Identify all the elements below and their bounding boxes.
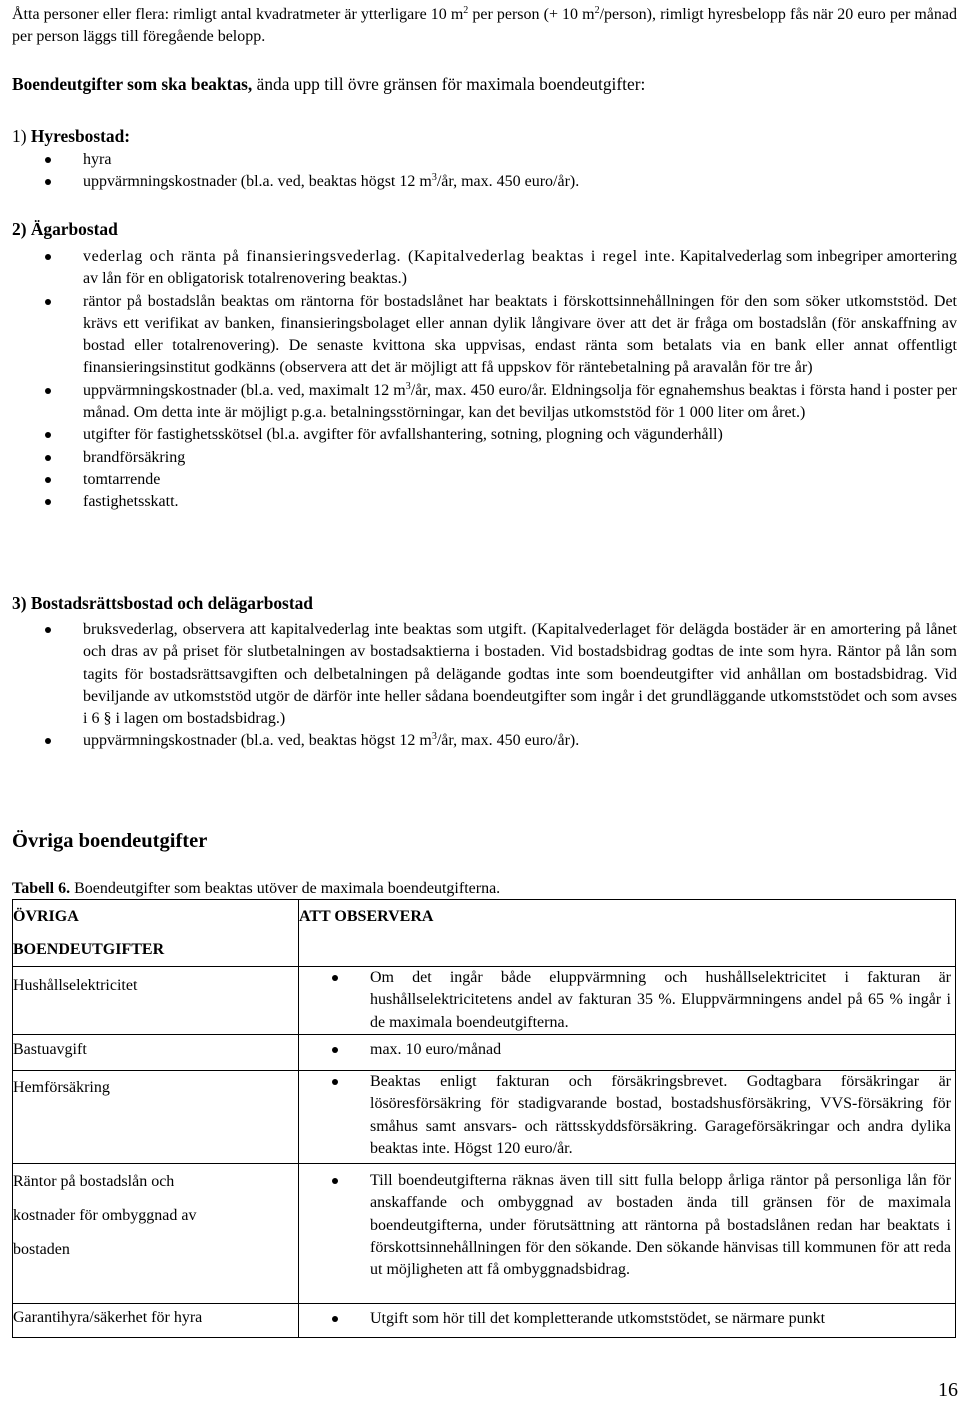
section-3-heading: 3) Bostadsrättsbostad och delägarbostad [12, 593, 313, 613]
list-item [12, 149, 960, 171]
table-row [13, 1304, 956, 1338]
superscript: 3 [405, 380, 411, 392]
intro-text: Åtta personer eller flera: rimligt antal kvadratmeter är ytterligare 10 m [12, 6, 464, 23]
intro-text: per person (+ 10 m [468, 6, 595, 23]
intro-text: /person), rimligt hyresbelopp fås när 20 euro per månad per person läggs till föregående belopp. [12, 6, 958, 46]
row-note: Till boendeutgifterna räknas även till sitt fulla belopp årliga räntor på personliga lån för anskaffande och ombyggnad av bostaden ända till gränsen för de maximala boendeutgifterna, under förutsättning att räntorna på bostadslånen redan har beaktats i förskottsinnehållningen för den sökande. Den sökande hänvisas till kommunen för att reda ut möjligheten att få ombyggnadsbidrag. [299, 1170, 951, 1281]
table-cell [13, 967, 299, 1035]
section-title: Hyresbostad: [30, 126, 131, 146]
row-note: Utgift som hör till det kompletterande utkomststödet, se närmare punkt [299, 1308, 951, 1330]
table-cell [13, 1035, 299, 1071]
table-cell [299, 1071, 956, 1164]
row-label: Garantihyra/säkerhet för hyra [13, 1309, 203, 1326]
header-line: ÖVRIGA [13, 908, 79, 925]
list-item-text: fastighetsskatt. [83, 493, 179, 511]
table-cell [13, 1304, 299, 1338]
text: /år, max. 450 euro/år). [436, 173, 580, 191]
lead-bold: Boendeutgifter som ska beaktas, [12, 74, 253, 94]
superscript: 2 [594, 5, 600, 16]
list-item-text [83, 246, 957, 291]
superscript: 2 [463, 5, 469, 16]
intro-paragraph [12, 4, 957, 49]
list-item [12, 291, 960, 380]
caption-text: Boendeutgifter som beaktas utöver de maximala boendeutgifterna. [70, 880, 501, 897]
table-header-cell [13, 900, 299, 967]
list-item-text: brandförsäkring [83, 448, 186, 466]
superscript: 3 [431, 731, 437, 743]
caption-label: Tabell 6. [12, 880, 71, 897]
list-item [12, 730, 960, 752]
row-note: Om det ingår både eluppvärmning och hushållselektricitet i fakturan är hushållselektricitetens andel av fakturan 35 %. Eluppvärmningens andel på 65 % ingår i de maximala boendeutgifterna. [299, 967, 951, 1034]
row-note: Beaktas enligt fakturan och försäkringsbrevet. Godtagbara försäkringar är lösöresförsäkring för stadigvarande bostad, bostadshusförsäkring, VVS-försäkring för småhus samt ansvars- och rättsskyddsförsäkring. Garageförsäkringar och andra dylika beaktas inte. Högst 120 euro/år. [299, 1071, 951, 1160]
row-label: Bastuavgift [13, 1041, 87, 1058]
list-item-text [83, 171, 957, 193]
page-number: 16 [938, 1379, 958, 1401]
header-line: BOENDEUTGIFTER [13, 941, 165, 958]
text: uppvärmningskostnader (bl.a. ved, beaktas högst 12 m [83, 173, 432, 191]
section-3-list [12, 619, 960, 753]
list-item [12, 447, 960, 469]
table-row [13, 967, 956, 1035]
table-header-cell [299, 900, 956, 967]
text: uppvärmningskostnader (bl.a. ved, maximalt 12 m [83, 381, 406, 399]
ovriga-heading: Övriga boendeutgifter [12, 830, 208, 852]
superscript: 3 [431, 172, 437, 184]
text: vederlag och ränta på finansieringsvederlag. [83, 248, 402, 265]
list-item [12, 491, 960, 513]
header-line: ATT OBSERVERA [299, 908, 434, 925]
text: (Kapitalvederlag beaktas i regel inte. [401, 248, 676, 265]
list-item-text: bruksvederlag, observera att kapitalvederlag inte beaktas som utgift. (Kapitalvederlaget för delägda bostäder är en amortering på lånet och dras av på priset för slutbetalningen av bostadsaktierna i bostaden. Vid bostadsbidrag godtas de inte som hyra. Räntor på lån som tagits för bostadsrättsavgiften och delbetalningen på delägande godtas inte som boendeutgifter vid anhållan om bostadsbidrag. Vid beviljande av utkomststöd utgör de därför inte heller sådana boendeutgifter som ingår i det grundläggande utkomststödet och som avses i 6 § i lagen om bostadsbidrag.) [83, 621, 957, 728]
label-line: bostaden [13, 1241, 70, 1258]
table-caption [12, 878, 500, 900]
list-item [12, 424, 960, 446]
list-item-text: tomtarrende [83, 470, 161, 488]
row-note: max. 10 euro/månad [299, 1039, 951, 1061]
text: uppvärmningskostnader (bl.a. ved, beaktas högst 12 m [83, 732, 432, 750]
list-item-text: hyra [83, 151, 112, 168]
text: Kapitalvederlag som inbegriper amortering av lån för en obligatorisk totalrenovering beaktas.) [83, 248, 958, 288]
section-1-list [12, 149, 960, 194]
table-cell [13, 1164, 299, 1304]
list-item [12, 380, 960, 425]
label-line: kostnader för ombyggnad av [13, 1207, 197, 1224]
table-row [13, 1164, 956, 1304]
table-header-row [13, 900, 956, 967]
list-item-text: räntor på bostadslån beaktas om räntorna för bostadslånet har beaktats i förskottsinnehållningen för den som söker utkomststöd. Det krävs ett verifikat av banken, finansieringsbolaget eller annan dylik långivare över att det är fråga om bostadslån (för anskaffning av bostad eller totalrenovering). De senaste kvittona ska uppvisas, endast ränta som betalats via en bank eller annat offentligt finansieringsinstitut godkänns (observera att det är möjligt att få uppskov för räntebetalning på aravalån för tre år) [83, 292, 957, 377]
list-item [12, 246, 960, 291]
text: /år, max. 450 euro/år. Eldningsolja för egnahemshus beaktas i första hand i poster per månad. Om detta inte är möjligt p.g.a. betalningsstörningar, kan det beviljas utkomststöd för 1 000 liter om året.) [83, 381, 957, 422]
list-item-text [83, 380, 957, 425]
table-6 [12, 899, 956, 1338]
row-label: Hemförsäkring [13, 1079, 110, 1096]
row-label: Hushållselektricitet [13, 977, 138, 994]
section-number: 1) [12, 126, 31, 146]
table-cell [299, 1035, 956, 1071]
table-row [13, 1035, 956, 1071]
table-row [13, 1071, 956, 1164]
lead-paragraph [12, 73, 957, 95]
lead-rest: ända upp till övre gränsen för maximala boendeutgifter: [252, 74, 646, 94]
list-item-text [83, 730, 957, 752]
table-cell [299, 1164, 956, 1304]
table-cell [13, 1071, 299, 1164]
table-cell [299, 967, 956, 1035]
section-1-heading [12, 125, 130, 147]
list-item [12, 171, 960, 193]
table-cell [299, 1304, 956, 1338]
list-item [12, 469, 960, 491]
section-2-heading: 2) Ägarbostad [12, 219, 118, 239]
section-2-list [12, 246, 960, 514]
list-item [12, 619, 960, 730]
text: /år, max. 450 euro/år). [436, 732, 580, 750]
list-item-text: utgifter för fastighetsskötsel (bl.a. avgifter för avfallshantering, sotning, plogning och vägunderhåll) [83, 426, 723, 444]
row-label [13, 1164, 298, 1267]
label-line: Räntor på bostadslån och [13, 1173, 175, 1190]
